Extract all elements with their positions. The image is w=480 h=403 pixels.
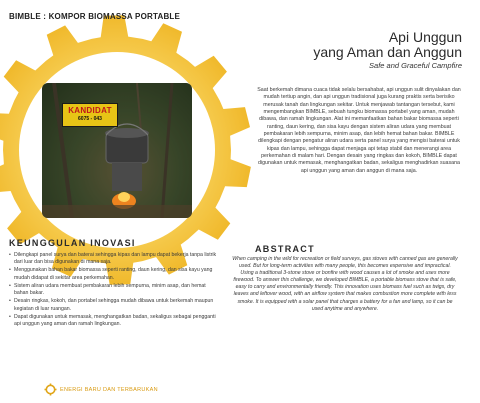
badge-code: 6075 - 043: [78, 116, 102, 122]
gear-logo-icon: [44, 383, 57, 396]
main-subtitle: Safe and Graceful Campfire: [369, 61, 462, 70]
abstract-heading: ABSTRACT: [255, 244, 315, 254]
advantage-item: • Menggunakan bahan bakar biomassa seperti ranting, daun kering, dan sisa kayu yang mudah didapat di sekitar area perkemahan.: [9, 267, 221, 281]
main-title: [313, 30, 462, 60]
main-title-line1: Api Unggun: [388, 29, 462, 45]
page-header-title: BIMBLE : KOMPOR BIOMASSA PORTABLE: [9, 12, 181, 21]
badge-name: KANDIDAT: [68, 106, 112, 115]
advantage-item: • Dapat digunakan untuk memasak, menghangatkan badan, sekaligus sebagai pengganti api unggun yang aman dan ramah lingkungan.: [9, 314, 221, 328]
advantage-item: • Dilengkapi panel surya dan baterai sehingga kipas dan lampu dapat bekerja tanpa listrik dari luar dan bisa digunakan di mana saja.: [9, 252, 221, 266]
description-paragraph: Saat berkemah dimana cuaca tidak selalu bersahabat, api unggun sulit dinyalakan dan mudah tertiup angin, dan api unggun tradisional juga kurang praktis serta berisiko merusak tanah dan lingkungan sekitar. Untuk menjawab tantangan tersebut, kami mengembangkan BIMBLE, sebuah tungku biomassa portabel yang aman, mudah dibawa, dan ramah lingkungan. Alat ini memanfaatkan bahan bakar biomassa seperti ranting, daun kering, dan sisa kayu dengan sistem aliran udara yang membuat pembakaran lebih sempurna, minim asap, dan lebih hemat bahan bakar. BIMBLE dilengkapi dengan pengatur aliran udara serta panel surya yang mengisi baterai untuk kipas dan lampu, sehingga dapat menjaga api tetap stabil dan menerangi area perkemahan di malam hari. Dengan desain yang ringkas dan kokoh, BIMBLE dapat digunakan untuk memasak, menghangatkan badan, sekaligus menghadirkan suasana api unggun yang aman dan anggun di mana saja.: [257, 87, 461, 174]
abstract-paragraph: When camping in the wild for recreation or field surveys, gas stoves with canned gas are generally used. But for long-term activities with many people, this becomes expensive and impractical. Using a traditional 3-stone stove or bonfire with wood causes a lot of smoke and uses more firewood. To answer this challenge, we developed BIMBLE, a portable biomass stove that is safe, easy to carry and environmentally friendly. This innovation uses biomass fuel such as twigs, dry leaves and leftover wood, with an airflow system that makes combustion more complete with less smoke. It is equipped with a solar panel that charges a battery for a fan and lamp, so it can be used anytime and anywhere.: [232, 256, 458, 312]
footer-category: ENERGI BARU DAN TERBARUKAN: [60, 387, 158, 393]
main-title-line2: yang Aman dan Anggun: [313, 44, 462, 60]
advantages-list: [9, 252, 221, 329]
advantage-item: • Desain ringkas, kokoh, dan portabel sehingga mudah dibawa untuk berkemah maupun kegiatan di luar ruangan.: [9, 298, 221, 312]
candidate-badge: [62, 103, 118, 127]
advantage-item: • Sistem aliran udara membuat pembakaran lebih sempurna, minim asap, dan hemat bahan bakar.: [9, 283, 221, 297]
advantages-heading: KEUNGGULAN INOVASI: [9, 238, 136, 248]
